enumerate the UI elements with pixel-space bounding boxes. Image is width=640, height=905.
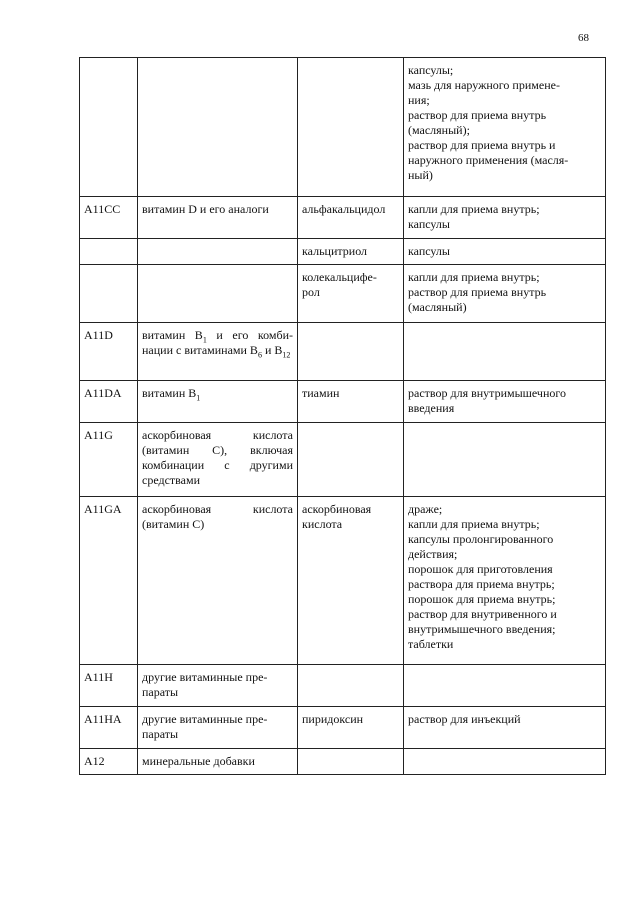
pharmacological-group: витамин $B_1$ (138, 381, 298, 423)
dosage-forms (404, 423, 606, 497)
pharmacological-group (138, 265, 298, 323)
dosage-form: ния; (408, 93, 430, 107)
table-row (80, 497, 606, 665)
dosage-forms (404, 381, 606, 423)
dosage-form: капсулы (408, 244, 450, 258)
inn-name: альфакальцидол (298, 197, 404, 239)
table-row (80, 265, 606, 323)
table-row (80, 239, 606, 265)
dosage-forms (404, 239, 606, 265)
dosage-form: капсулы (408, 217, 450, 231)
dosage-form: капсулы пролонгированного (408, 532, 554, 546)
dosage-form: раствор для приема внутрь (408, 108, 547, 122)
pharmacological-group: другие витаминные пре- параты (138, 665, 298, 707)
inn-name (298, 749, 404, 775)
dosage-form: раствор для внутримышечного (408, 386, 566, 400)
table-row (80, 58, 606, 197)
pharmacological-group: другие витаминные пре- параты (138, 707, 298, 749)
dosage-forms (404, 265, 606, 323)
dosage-forms (404, 665, 606, 707)
dosage-form: порошок для приема внутрь; (408, 592, 556, 606)
atc-code (80, 58, 138, 197)
pharmacological-group: минеральные добавки (138, 749, 298, 775)
dosage-form: внутримышечного введения; (408, 622, 556, 636)
pharmacological-group: аскорбиновая кислота (витамин С), включая комбинации с другими средствами (138, 423, 298, 497)
dosage-form: капли для приема внутрь; (408, 202, 540, 216)
dosage-form: наружного применения (масля- (408, 153, 569, 167)
dosage-form: капсулы; (408, 63, 454, 77)
inn-name: кальцитриол (298, 239, 404, 265)
dosage-form: раствор для внутривенного и (408, 607, 557, 621)
dosage-form: драже; (408, 502, 443, 516)
dosage-forms (404, 749, 606, 775)
atc-code: A11H (80, 665, 138, 707)
inn-name: аскорбиновая кислота (298, 497, 404, 665)
dosage-form: (масляный) (408, 300, 467, 314)
atc-code (80, 239, 138, 265)
dosage-forms (404, 323, 606, 381)
inn-name (298, 665, 404, 707)
dosage-form: мазь для наружного примене- (408, 78, 560, 92)
atc-code: A11G (80, 423, 138, 497)
table-row (80, 707, 606, 749)
pharmacological-group: витамин $B_1$ и его комби-нации с витаминами $B_6$ и $B_{12}$ (138, 323, 298, 381)
dosage-forms (404, 197, 606, 239)
dosage-form: капли для приема внутрь; (408, 517, 540, 531)
pharmacological-group (138, 239, 298, 265)
dosage-form: введения (408, 401, 455, 415)
dosage-form: ный) (408, 168, 433, 182)
pharmacological-group: аскорбиновая кислота (витамин С) (138, 497, 298, 665)
table-row (80, 749, 606, 775)
dosage-form: действия; (408, 547, 458, 561)
atc-code (80, 265, 138, 323)
atc-code: A12 (80, 749, 138, 775)
dosage-form: раствор для приема внутрь (408, 285, 547, 299)
inn-name: колекальцифе- рол (298, 265, 404, 323)
table-row (80, 423, 606, 497)
inn-name: пиридоксин (298, 707, 404, 749)
dosage-forms (404, 707, 606, 749)
atc-code: A11HA (80, 707, 138, 749)
dosage-forms (404, 497, 606, 665)
inn-name (298, 423, 404, 497)
atc-code: A11DA (80, 381, 138, 423)
dosage-form: раствор для инъекций (408, 712, 521, 726)
atc-code: A11CC (80, 197, 138, 239)
page-number: 68 (578, 32, 589, 44)
atc-code: A11D (80, 323, 138, 381)
dosage-form: (масляный); (408, 123, 470, 137)
table-row (80, 197, 606, 239)
dosage-form: раствора для приема внутрь; (408, 577, 555, 591)
inn-name: тиамин (298, 381, 404, 423)
dosage-form: раствор для приема внутрь и (408, 138, 556, 152)
inn-name (298, 58, 404, 197)
atc-code: A11GA (80, 497, 138, 665)
table-row (80, 665, 606, 707)
pharmacological-group (138, 58, 298, 197)
dosage-forms (404, 58, 606, 197)
dosage-form: капли для приема внутрь; (408, 270, 540, 284)
table-row (80, 381, 606, 423)
dosage-form: порошок для приготовления (408, 562, 553, 576)
pharmacological-group: витамин D и его аналоги (138, 197, 298, 239)
drug-table (79, 57, 606, 775)
dosage-form: таблетки (408, 637, 454, 651)
table-row (80, 323, 606, 381)
inn-name (298, 323, 404, 381)
